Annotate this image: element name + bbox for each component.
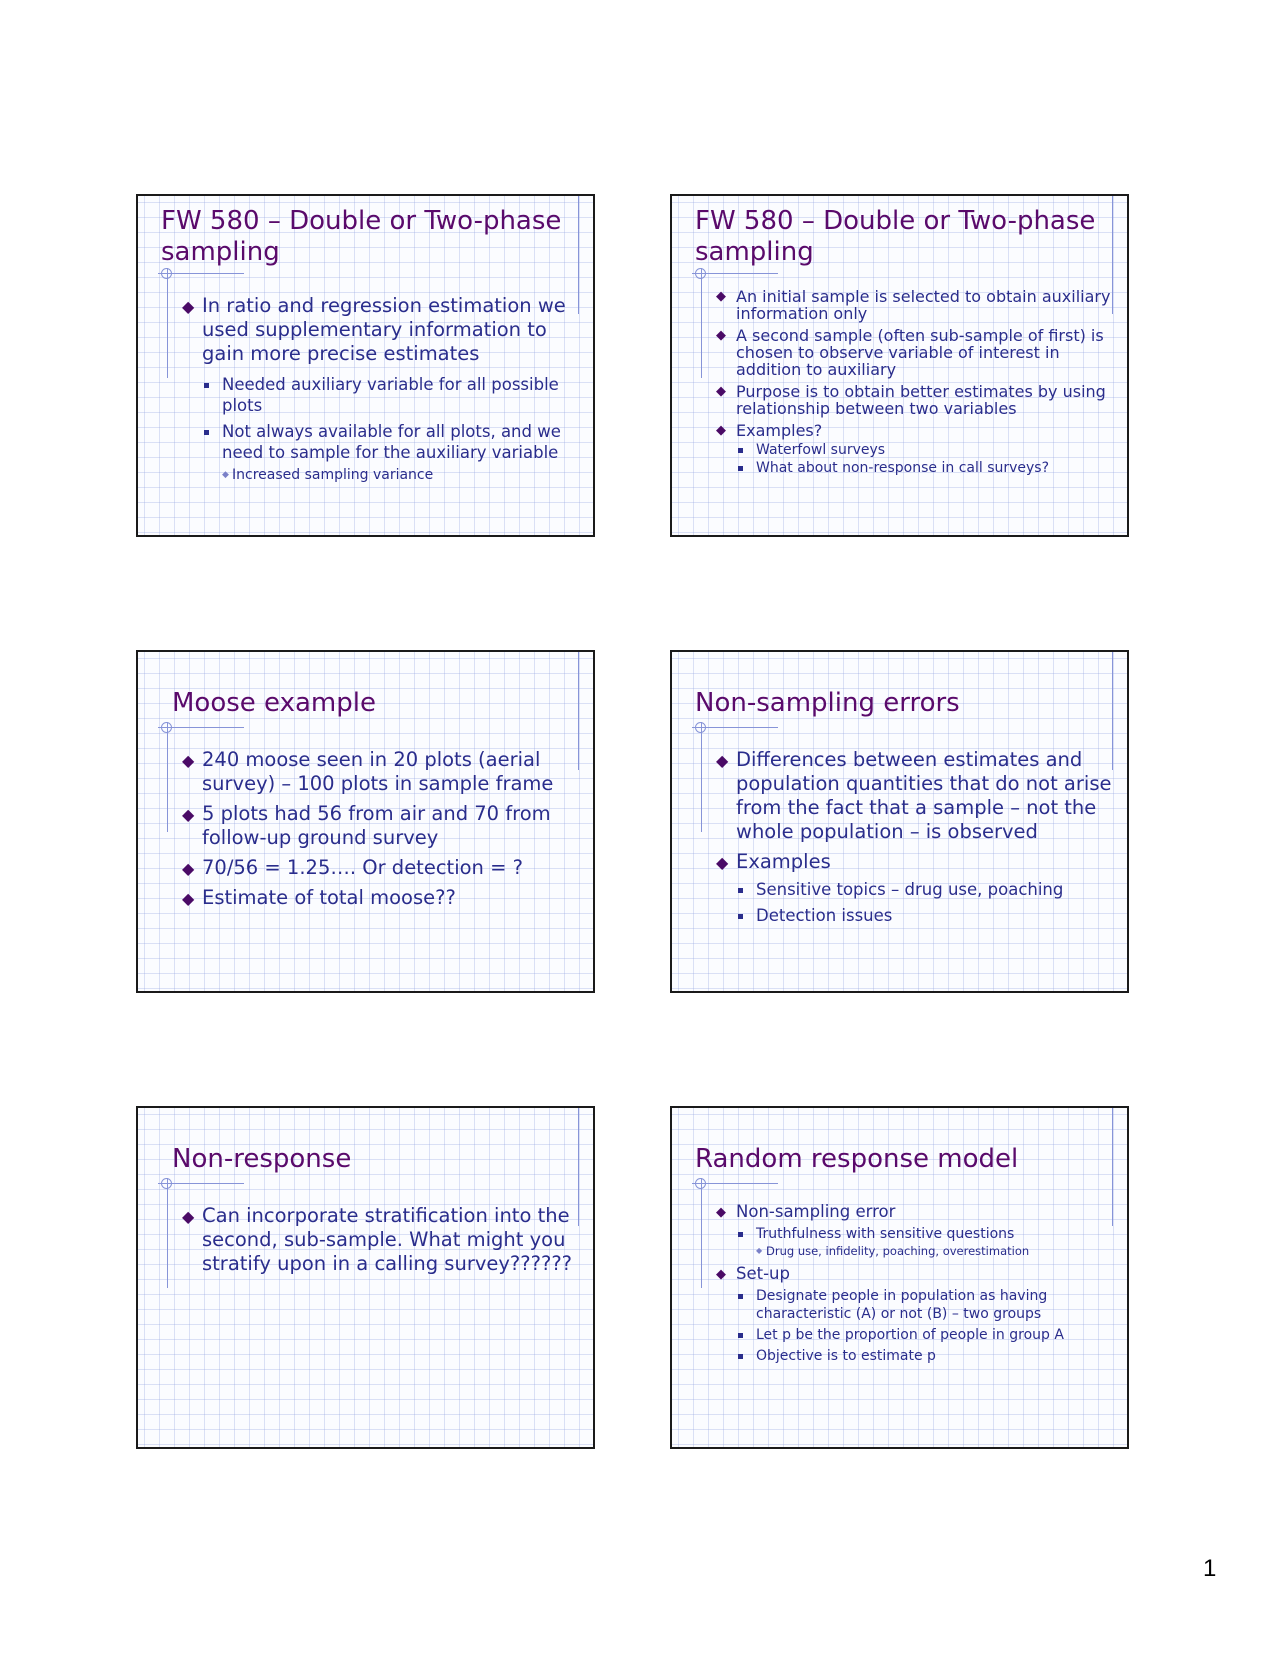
diamond-bullet-icon: ◆	[716, 328, 726, 343]
slide-content	[716, 748, 1113, 926]
bullet: ◆ An initial sample is selected to obtain auxiliary information only	[716, 287, 1111, 323]
sub-sub-bullet: ◆ Increased sampling variance	[222, 467, 434, 483]
sub-bullet: Detection issues	[736, 905, 1113, 926]
slide-content	[716, 1202, 1113, 1365]
square-bullet-icon	[204, 383, 209, 388]
diamond-bullet-icon: ◆	[182, 297, 195, 316]
square-bullet-icon	[738, 1294, 743, 1299]
slide-title: Non-sampling errors	[695, 688, 960, 718]
decor-line	[701, 722, 702, 832]
bullet: ◆ Differences between estimates and population quantities that do not arise from the fact that a sample – not the whole population – is observed	[716, 748, 1112, 843]
slide-title: Non-response	[172, 1144, 352, 1174]
slide-content	[182, 748, 579, 910]
diamond-bullet-icon: ◆	[716, 384, 726, 399]
diamond-bullet-icon: ◆	[182, 859, 195, 878]
bullet: ◆ Purpose is to obtain better estimates by using relationship between two variables	[716, 382, 1106, 418]
sub-bullet: Objective is to estimate p	[736, 1347, 1113, 1365]
slide-4	[670, 650, 1129, 993]
slide-title: Moose example	[172, 688, 376, 718]
square-bullet-icon	[738, 888, 743, 893]
bullet: ◆ Estimate of total moose??	[182, 886, 456, 909]
diamond-bullet-icon: ◆	[716, 289, 726, 304]
bullet: ◆ Examples	[716, 850, 831, 873]
dot-bullet-icon: ◆	[222, 470, 229, 480]
sub-bullet: Truthfulness with sensitive questions	[736, 1225, 1113, 1243]
bullet: ◆ 240 moose seen in 20 plots (aerial survey) – 100 plots in sample frame	[182, 748, 554, 795]
sub-bullet: Not always available for all plots, and we need to sample for the auxiliary variable	[202, 421, 579, 463]
slide-content	[716, 288, 1113, 477]
diamond-bullet-icon: ◆	[182, 751, 195, 770]
diamond-bullet-icon: ◆	[716, 423, 726, 438]
square-bullet-icon	[738, 1232, 743, 1237]
bullet: ◆ In ratio and regression estimation we used supplementary information to gain more precise estimates	[182, 294, 566, 365]
sub-bullet: Let p be the proportion of people in group A	[736, 1326, 1113, 1344]
slide-3	[136, 650, 595, 993]
bullet: ◆ 5 plots had 56 from air and 70 from follow-up ground survey	[182, 802, 551, 849]
diamond-bullet-icon: ◆	[182, 805, 195, 824]
diamond-bullet-icon: ◆	[182, 1207, 195, 1226]
slide-content	[182, 294, 579, 484]
sub-bullet: Waterfowl surveys	[736, 441, 1113, 459]
square-bullet-icon	[738, 466, 743, 471]
decor-line	[167, 722, 168, 832]
sub-bullet: Sensitive topics – drug use, poaching	[736, 879, 1113, 900]
decor-line	[167, 268, 168, 378]
slide-title: FW 580 – Double or Two-phase sampling	[161, 206, 562, 267]
slide-title: FW 580 – Double or Two-phase sampling	[695, 206, 1096, 267]
slide-title: Random response model	[695, 1144, 1019, 1174]
bullet: ◆ Set-up	[716, 1264, 790, 1283]
square-bullet-icon	[738, 448, 743, 453]
square-bullet-icon	[738, 914, 743, 919]
sub-bullet: What about non-response in call surveys?	[736, 459, 1113, 477]
page-number: 1	[1203, 1555, 1217, 1582]
slide-5	[136, 1106, 595, 1449]
decor-line	[701, 268, 702, 378]
sub-bullet: Designate people in population as having characteristic (A) or not (B) – two groups	[736, 1287, 1113, 1323]
diamond-bullet-icon: ◆	[716, 853, 729, 872]
square-bullet-icon	[738, 1333, 743, 1338]
diamond-bullet-icon: ◆	[716, 751, 729, 770]
bullet: ◆ Can incorporate stratification into the second, sub-sample. What might you stratify upon in a calling survey??????	[182, 1204, 573, 1275]
slide-2	[670, 194, 1129, 537]
diamond-bullet-icon: ◆	[716, 1267, 726, 1282]
bullet: ◆ A second sample (often sub-sample of first) is chosen to observe variable of interest in addition to auxiliary	[716, 326, 1104, 379]
slide-1	[136, 194, 595, 537]
slide-content	[182, 1204, 579, 1276]
diamond-bullet-icon: ◆	[182, 889, 195, 908]
sub-sub-bullet: ◆ Drug use, infidelity, poaching, overestimation	[756, 1244, 1030, 1258]
bullet: ◆ Non-sampling error	[716, 1202, 896, 1221]
square-bullet-icon	[204, 430, 209, 435]
decor-line	[167, 1178, 168, 1288]
slide-6	[670, 1106, 1129, 1449]
decor-line	[701, 1178, 702, 1288]
diamond-bullet-icon: ◆	[716, 1205, 726, 1220]
bullet: ◆ Examples?	[716, 421, 823, 440]
dot-bullet-icon: ◆	[756, 1246, 763, 1255]
sub-bullet: Needed auxiliary variable for all possible plots	[202, 374, 579, 416]
square-bullet-icon	[738, 1354, 743, 1359]
bullet: ◆ 70/56 = 1.25…. Or detection = ?	[182, 856, 523, 879]
